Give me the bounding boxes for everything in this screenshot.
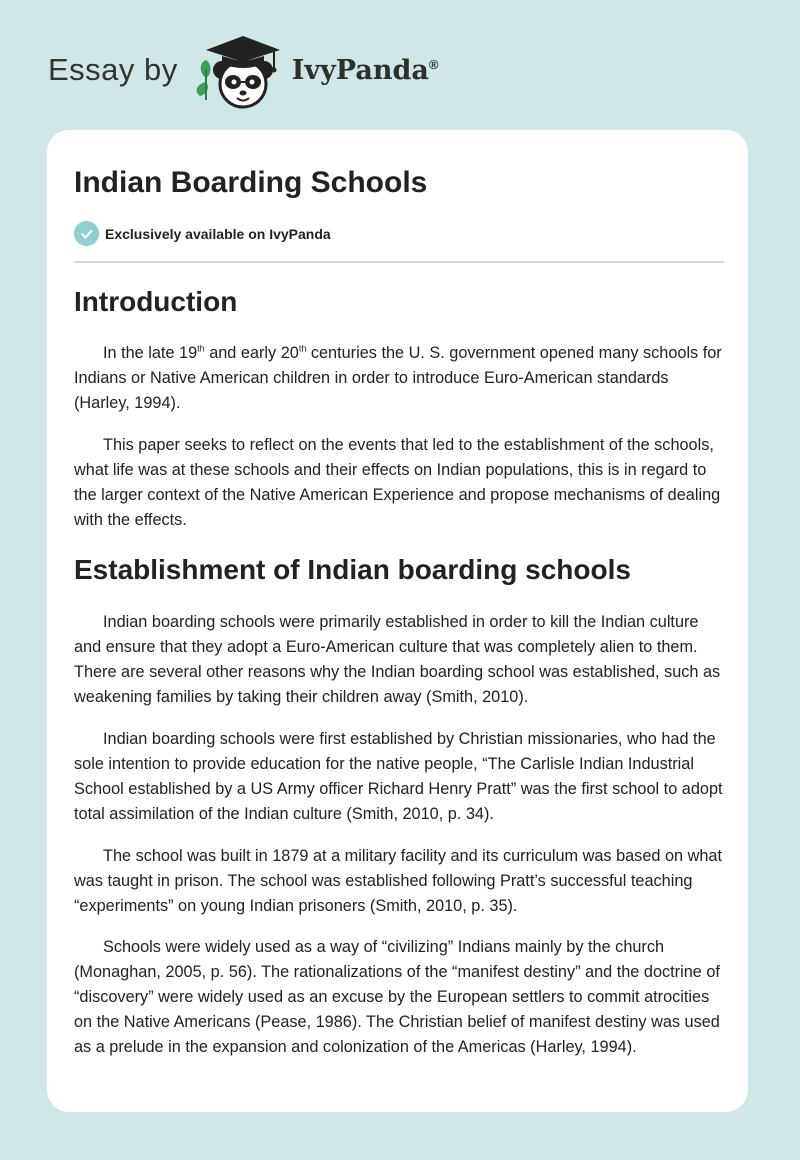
brand-name	[292, 55, 439, 86]
divider	[74, 261, 724, 263]
paragraph-text: and early 20	[204, 344, 299, 362]
registered-mark: ®	[428, 56, 439, 72]
essay-card	[47, 130, 748, 1112]
section-heading-establishment: Establishment of Indian boarding schools	[74, 554, 631, 585]
paragraph-text: centuries the U. S. government opened many schools for Indians or Native American children in order to introduce Euro-American standards (Harley, 1994).	[74, 344, 722, 412]
page-title: Indian Boarding Schools	[74, 166, 428, 199]
paragraph: Schools were widely used as a way of “civilizing” Indians mainly by the church (Monaghan, 2005, p. 56). The rationalizations of the “manifest destiny” and the doctrine of “discovery” were widely used as an excuse by the European settlers to commit atrocities on the Native Americans (Pease, 1986). The Christian belief of manifest destiny was used as a prelude in the expansion and colonization of the Americas (Harley, 1994).	[74, 938, 720, 1056]
paragraph-text: In the late 19	[103, 344, 198, 362]
paragraph: The school was built in 1879 at a military facility and its curriculum was based on what was taught in prison. The school was established following Pratt’s successful teaching “experiments” on young Indian prisoners (Smith, 2010, p. 35).	[74, 847, 722, 915]
paragraph	[74, 341, 724, 416]
section-heading-introduction: Introduction	[74, 286, 238, 317]
exclusive-label: Exclusively available on IvyPanda	[105, 225, 331, 242]
brand-name-text: IvyPanda	[291, 54, 429, 86]
paragraph: This paper seeks to reflect on the events that led to the establishment of the schools, what life was at these schools and their effects on Indian populations, this is in regard to the larger context of the Native American Experience and propose mechanisms of dealing with the effects.	[74, 436, 721, 529]
paragraph: Indian boarding schools were first established by Christian missionaries, who had the sole intention to provide education for the native people, “The Carlisle Indian Industrial School established by a US Army officer Richard Henry Pratt” was the first school to adopt total assimilation of the Indian culture (Smith, 2010, p. 34).	[74, 730, 723, 823]
check-icon	[74, 221, 99, 246]
superscript: th	[197, 343, 205, 354]
brand-prefix: Essay by	[48, 52, 178, 87]
brand-header	[48, 30, 438, 110]
paragraph: Indian boarding schools were primarily established in order to kill the Indian culture and ensure that they adopt a Euro-American culture that was completely alien to them. There are several other reasons why the Indian boarding school was established, such as weakening families by taking their children away (Smith, 2010).	[74, 613, 721, 706]
superscript: th	[298, 343, 307, 354]
panda-graduate-icon	[192, 30, 288, 110]
exclusive-badge	[74, 221, 331, 246]
